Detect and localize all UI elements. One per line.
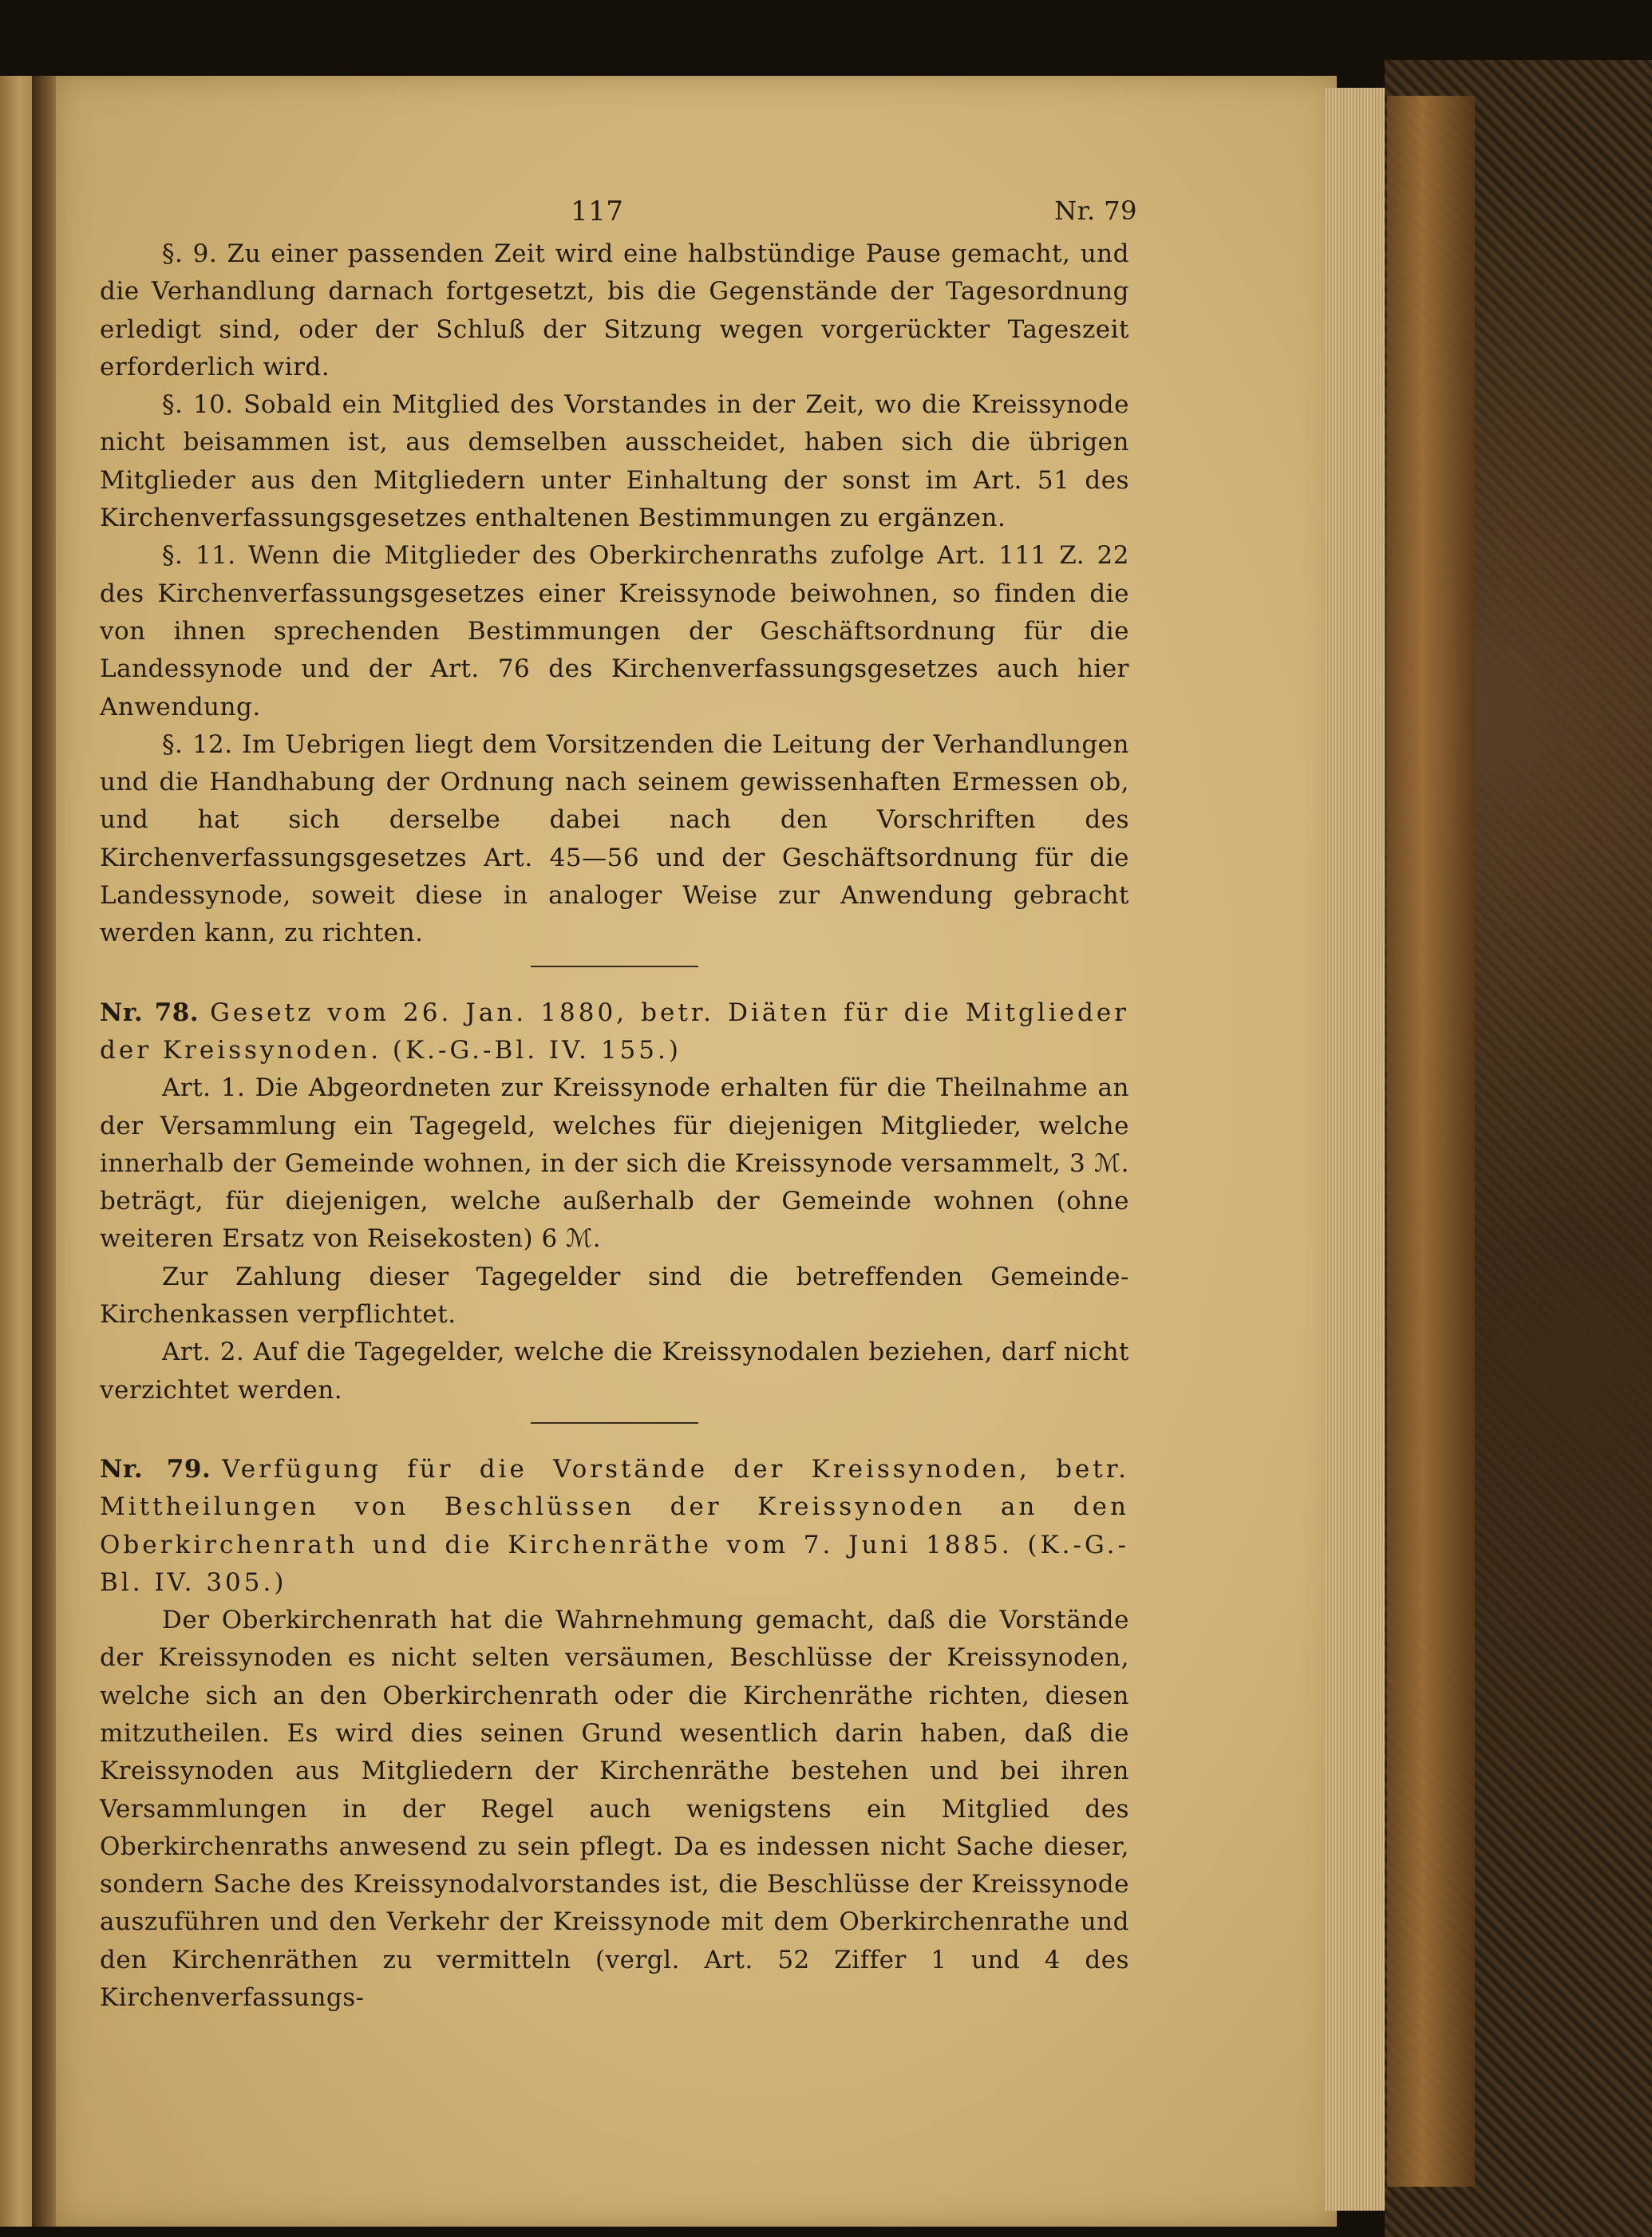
- paragraph-11: §. 11. Wenn die Mitglieder des Oberkirchenraths zufolge Art. 111 Z. 22 des Kirchenverfassungsgesetzes einer Kreissynode beiwohnen, so finden die von ihnen sprechenden Bestimmungen der Geschäftsordnung für die Landessynode und der Art. 76 des Kirchenverfassungsgesetzes auch hier Anwendung.: [100, 541, 1129, 721]
- page-number: 117: [571, 196, 624, 227]
- nr78-title: Gesetz vom 26. Jan. 1880, betr. Diäten für die Mitglieder der Kreissynoden. (K.-G.-Bl. IV. 155.): [100, 998, 1129, 1065]
- nr79-body: Der Oberkirchenrath hat die Wahrnehmung gemacht, daß die Vorstände der Kreissynoden es nicht selten versäumen, Beschlüsse der Kreissynoden, welche sich an den Oberkirchenrath oder die Kirchenräthe richten, diesen mitzutheilen. Es wird dies seinen Grund wesentlich darin haben, daß die Kreissynoden aus Mitgliedern der Kirchenräthe bestehen und bei ihren Versammlungen in der Regel auch wenigstens ein Mitglied des Oberkirchenraths anwesend zu sein pflegt. Da es indessen nicht Sache dieser, sondern Sache des Kreissynodalvorstandes ist, die Beschlüsse der Kreissynode auszuführen und den Verkehr der Kreissynode mit dem Oberkirchenrathe und den Kirchenräthen zu vermitteln (vergl. Art. 52 Ziffer 1 und 4 des Kirchenverfassungs-: [100, 1606, 1129, 2013]
- paragraph-10: §. 10. Sobald ein Mitglied des Vorstandes in der Zeit, wo die Kreissynode nicht beisammen ist, aus demselben ausscheidet, haben sich die übrigen Mitglieder aus den Mitgliedern unter Einhaltung der sonst im Art. 51 des Kirchenverfassungsgesetzes enthaltenen Bestimmungen zu ergänzen.: [100, 390, 1129, 533]
- nr79-title: Verfügung für die Vorstände der Kreissynoden, betr. Mittheilungen von Beschlüssen der Kreissynoden an den Oberkirchenrath und die Kirchenräthe vom 7. Juni 1885. (K.-G.-Bl. IV. 305.): [100, 1454, 1129, 1597]
- nr78-art1-payment: Zur Zahlung dieser Tagegelder sind die betreffenden Gemeinde-Kirchenkassen verpflichtet.: [100, 1262, 1129, 1330]
- nr79-number: Nr. 79.: [100, 1454, 211, 1484]
- page-stack-edge: [1325, 88, 1389, 2211]
- paragraph-9: §. 9. Zu einer passenden Zeit wird eine halbstündige Pause gemacht, und die Verhandlung darnach fortgesetzt, bis die Gegenstände der Tagesordnung erledigt sind, oder der Schluß der Sitzung wegen vorgerückter Tageszeit erforderlich wird.: [100, 239, 1129, 381]
- nr79-heading: [100, 1451, 1129, 1602]
- section-divider: [531, 966, 698, 967]
- leather-spine-edge: [1387, 96, 1475, 2187]
- nr78-art2: Art. 2. Auf die Tagegelder, welche die Kreissynodalen beziehen, darf nicht verzichtet werden.: [100, 1338, 1129, 1405]
- nr78-heading: [100, 994, 1129, 1070]
- paragraph-12: §. 12. Im Uebrigen liegt dem Vorsitzenden die Leitung der Verhandlungen und die Handhabung der Ordnung nach seinem gewissenhaften Ermessen ob, und hat sich derselbe dabei nach den Vorschriften des Kirchenverfassungsgesetzes Art. 45—56 und der Geschäftsordnung für die Landessynode, soweit diese in analoger Weise zur Anwendung gebracht werden kann, zu richten.: [100, 729, 1129, 948]
- page-text: [100, 196, 1137, 2017]
- page-header: [100, 196, 1137, 235]
- section-divider: [531, 1422, 698, 1424]
- nr78-number: Nr. 78.: [100, 998, 200, 1027]
- running-head: Nr. 79: [1054, 196, 1137, 226]
- nr78-art1: Art. 1. Die Abgeordneten zur Kreissynode erhalten für die Theilnahme an der Versammlung ein Tagegeld, welches für diejenigen Mitglieder, welche innerhalb der Gemeinde wohnen, in der sich die Kreissynode versammelt, 3 ℳ. beträgt, für diejenigen, welche außerhalb der Gemeinde wohnen (ohne weiteren Ersatz von Reisekosten) 6 ℳ.: [100, 1073, 1129, 1254]
